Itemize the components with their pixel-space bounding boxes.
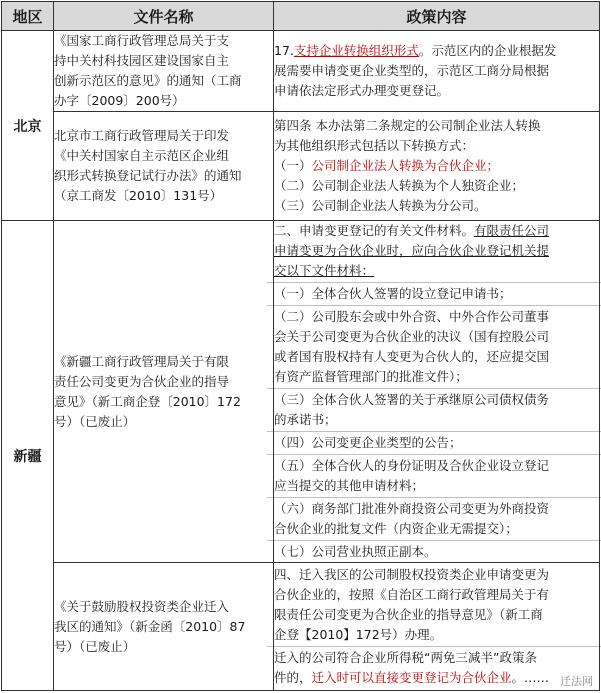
content-line: 会关于公司变更为合伙企业的决议（国有控股公司: [274, 329, 550, 344]
content-line: （三）全体合伙人签署的关于承继原公司债权债务: [274, 392, 550, 407]
underlined-text: 有限责任公司: [474, 223, 550, 238]
content-line: 应当提交的其他申请材料；: [274, 478, 425, 493]
policy-table: [1, 1, 600, 691]
highlighted-text: 公司制企业法人转换为合伙企业；: [311, 158, 500, 173]
content-line: 四、迁入我区的公司制股权投资类企业申请变更为: [274, 567, 550, 582]
doc-line: 《中关村国家自主示范区企业组: [54, 148, 230, 163]
content-line: 合伙企业的批复文件（内资企业无需提交）；: [274, 521, 518, 536]
doc-line: 织形式转换登记试行办法》的通知: [54, 168, 242, 183]
content-line: [274, 156, 599, 176]
content-line: [274, 261, 599, 281]
content-line: 限责任公司变更为合伙企业的指导意见》（新工商: [274, 607, 543, 622]
content-line: （一）全体合伙人签署的设立登记申请书；: [274, 286, 512, 301]
divider: [267, 282, 601, 283]
doc-line: 《新疆工商行政管理局关于有限: [54, 353, 230, 369]
underlined-text: 交以下文件材料：: [274, 263, 375, 278]
content-line: 企登【2010】172号）办理。: [274, 627, 443, 642]
watermark: 迁法网: [560, 675, 593, 688]
table-row: [2, 31, 600, 112]
doc-line: 持中关村科技园区建设国家自主: [54, 53, 230, 68]
doc-name-cell: [54, 112, 274, 221]
highlighted-text: 迁入时可以直接变更登记为合伙企业: [311, 670, 512, 685]
table-row: [2, 112, 600, 221]
doc-line: 号）（已废止）: [54, 638, 136, 654]
content-line: 为其他组织形式包括以下转换方式：: [274, 138, 475, 153]
region-beijing: 北京: [2, 31, 54, 221]
content-line: 合伙企业的，按照《自治区工商行政管理局关于有: [274, 587, 550, 602]
content-line: （三）公司制企业法人转换为分公司。: [274, 198, 487, 213]
doc-line: 《国家工商行政管理总局关于支: [54, 33, 230, 48]
content-text: 。示范区内的企业根据发: [418, 43, 557, 58]
doc-name-cell: [54, 563, 274, 691]
header-content: 政策内容: [274, 2, 600, 31]
policy-content-cell: [274, 31, 600, 112]
content-line: （二）公司股东会或中外合资、中外合作公司董事: [274, 309, 550, 324]
content-line: （六）商务部门批准外商投资公司变更为外商投资: [274, 501, 550, 516]
divider: [267, 540, 601, 541]
table-row: [2, 221, 600, 563]
doc-line: （京工商发〔2010〕131号）: [54, 188, 223, 203]
policy-content-cell: [274, 563, 600, 691]
policy-content-cell: [274, 112, 600, 221]
policy-content-cell: [274, 221, 600, 563]
divider: [267, 646, 601, 647]
doc-line: 责任公司变更为合伙企业的指导: [54, 373, 230, 389]
content-line: [274, 41, 599, 61]
doc-line: 创新示范区的意见》的通知（工商: [54, 73, 242, 88]
content-line: （二）公司制企业法人转换为个人独资企业；: [274, 178, 525, 193]
content-line: 申请依法定形式办理变更登记。: [274, 83, 450, 98]
divider: [267, 305, 601, 306]
content-line: 申请变更为合伙企业时，应向合伙企业登记机关提: [274, 243, 550, 258]
content-line: 第四条 本办法第二条规定的公司制企业法人转换: [274, 118, 541, 133]
content-line: 迁入的公司符合企业所得税“两免三减半”政策条: [274, 650, 537, 665]
doc-name-cell: [54, 31, 274, 112]
header-region: 地区: [2, 2, 54, 31]
doc-line: 《关于鼓励股权投资类企业迁入: [54, 598, 230, 614]
doc-line: 办字〔2009〕200号）: [54, 93, 185, 108]
content-text: （一）: [274, 158, 312, 173]
content-line: （五）全体合伙人的身份证明及合伙企业设立登记: [274, 458, 550, 473]
content-line: 有资产监督管理部门的批准文件）；: [274, 369, 468, 384]
content-line: [274, 221, 599, 241]
content-line: 展需要申请变更企业类型的，示范区工商分局根据: [274, 63, 550, 78]
highlighted-text: 支持企业转换组织形式: [293, 43, 419, 58]
doc-line: 北京市工商行政管理局关于印发: [54, 128, 230, 143]
table-row: [2, 563, 600, 691]
region-xinjiang: 新疆: [2, 221, 54, 691]
divider: [267, 431, 601, 432]
content-text: 二、申请变更登记的有关文件材料。: [274, 223, 475, 238]
divider: [267, 497, 601, 498]
content-line: 或者国有股权持有人变更为合伙人的，还应提交国: [274, 349, 550, 364]
divider: [267, 388, 601, 389]
divider: [267, 454, 601, 455]
doc-line: 意见》（新工商企登〔2010〕172: [54, 393, 241, 409]
doc-line: 我区的通知》（新金函〔2010〕87: [54, 618, 246, 634]
content-line: 的承诺书；: [274, 412, 337, 427]
content-line: [274, 668, 599, 688]
header-row: [2, 2, 600, 31]
content-text: 件的，: [274, 670, 312, 685]
content-line: （七）公司营业执照正副本。: [274, 544, 437, 559]
clause-number: 17.: [274, 43, 294, 58]
header-doc: 文件名称: [54, 2, 274, 31]
doc-name-cell: [54, 221, 274, 563]
content-text: 。……: [511, 670, 550, 685]
doc-line: 号）（已废止）: [54, 413, 136, 429]
content-line: （四）公司变更企业类型的公告；: [274, 435, 462, 450]
